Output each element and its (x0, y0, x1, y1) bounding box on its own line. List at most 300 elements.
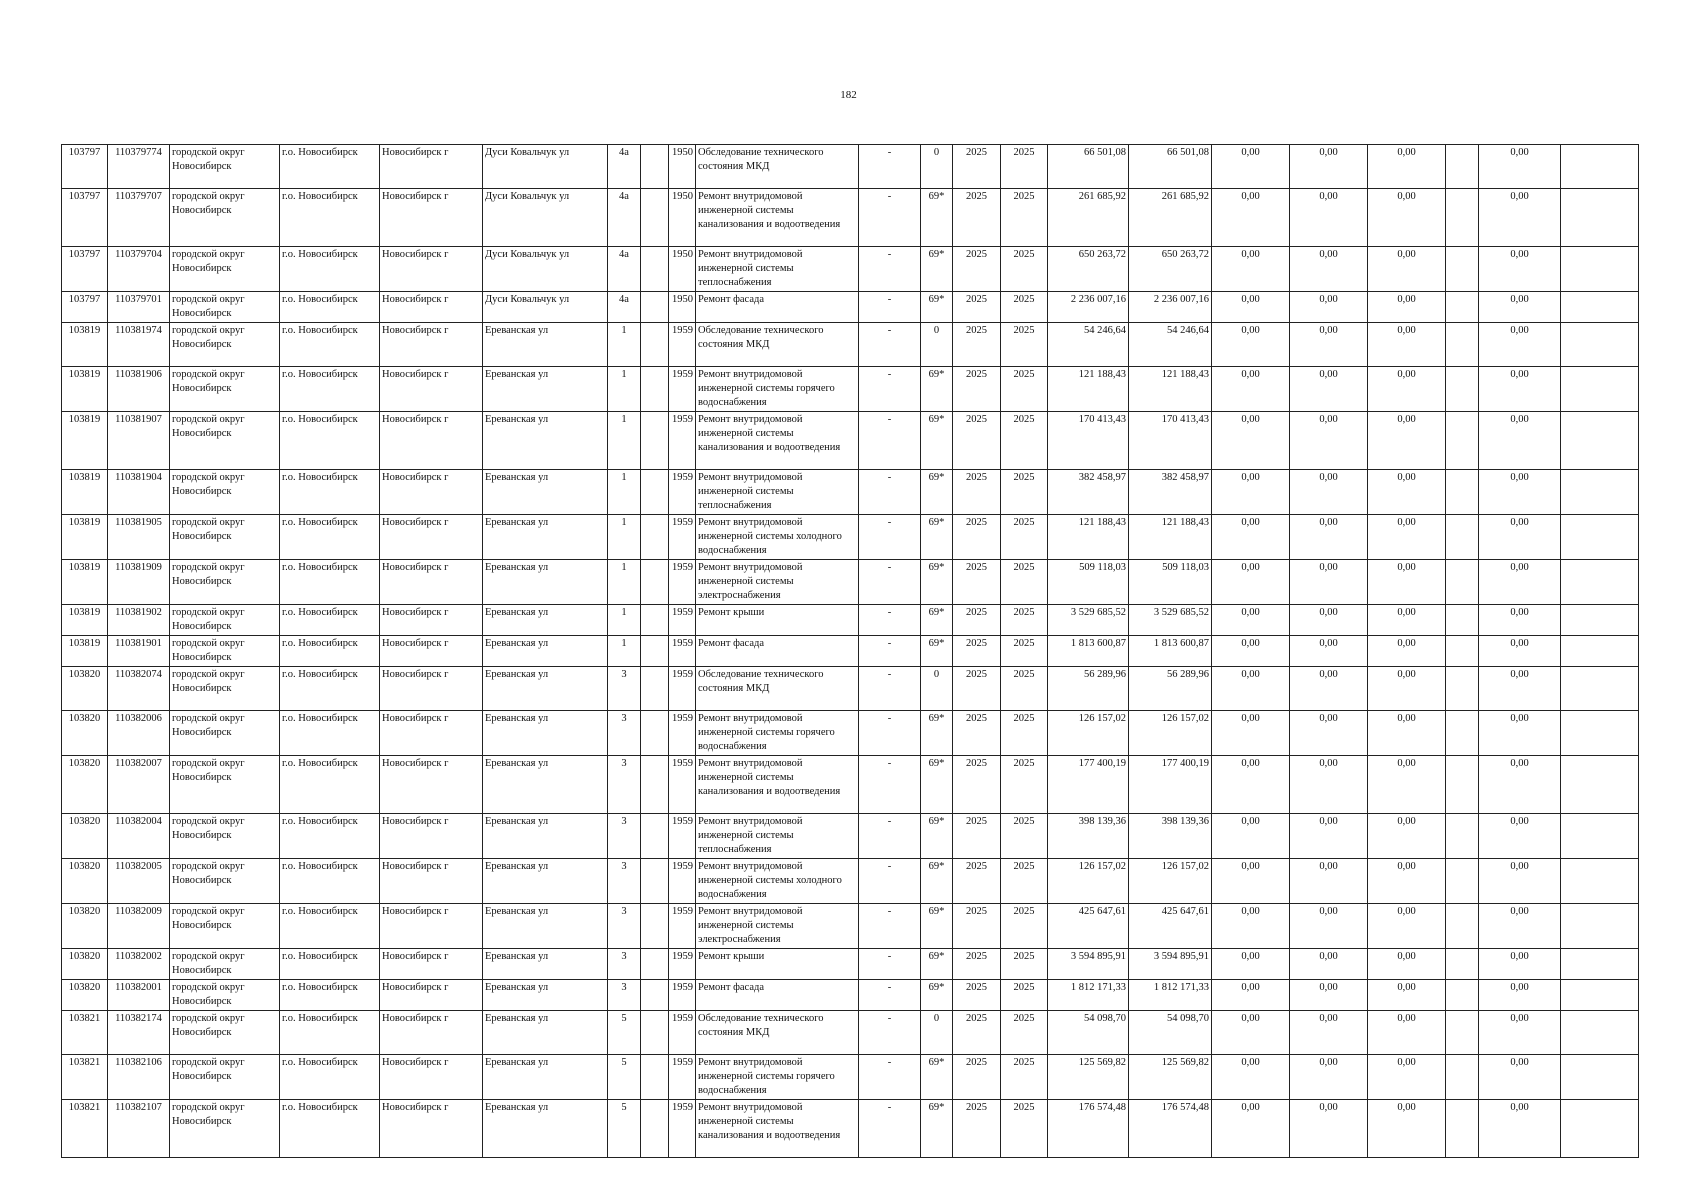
object-id-cell: 103797 (62, 145, 108, 189)
municipality-cell: городской округ Новосибирск (170, 412, 280, 470)
building-cell (641, 1055, 669, 1100)
total-cost-cell: 126 157,02 (1048, 711, 1129, 756)
locality-cell: Новосибирск г (380, 412, 483, 470)
owner-funds-cell: 0,00 (1479, 412, 1561, 470)
local-funds-cell: 0,00 (1368, 367, 1446, 412)
total-cost-cell: 3 529 685,52 (1048, 605, 1129, 636)
regional-funds-cell: 0,00 (1290, 1011, 1368, 1055)
plan-year-end-cell: 2025 (1001, 412, 1048, 470)
fund-cost-cell: 121 188,43 (1129, 515, 1212, 560)
plan-year-end-cell: 2025 (1001, 560, 1048, 605)
work-type-cell: Ремонт внутридомовой инженерной системы канализования и водоотведения (696, 412, 859, 470)
federal-funds-cell: 0,00 (1212, 904, 1290, 949)
plan-year-end-cell: 2025 (1001, 980, 1048, 1011)
fund-cost-cell: 126 157,02 (1129, 859, 1212, 904)
municipality-cell: городской округ Новосибирск (170, 515, 280, 560)
unit-cell: - (859, 560, 921, 605)
house-number-cell: 5 (608, 1055, 641, 1100)
fund-cost-cell: 66 501,08 (1129, 145, 1212, 189)
local-funds-cell: 0,00 (1368, 145, 1446, 189)
extra-cell (1446, 667, 1479, 711)
work-id-cell: 110381902 (108, 605, 170, 636)
house-number-cell: 1 (608, 323, 641, 367)
unit-cell: - (859, 980, 921, 1011)
regional-funds-cell: 0,00 (1290, 515, 1368, 560)
wear-percent-cell: 69* (921, 980, 953, 1011)
table-row (62, 980, 1639, 1011)
street-cell: Ереванская ул (483, 1055, 608, 1100)
wear-percent-cell: 69* (921, 814, 953, 859)
regional-funds-cell: 0,00 (1290, 560, 1368, 605)
street-cell: Ереванская ул (483, 814, 608, 859)
work-type-cell: Обследование технического состояния МКД (696, 145, 859, 189)
unit-cell: - (859, 515, 921, 560)
plan-year-start-cell: 2025 (953, 323, 1001, 367)
work-id-cell: 110379704 (108, 247, 170, 292)
extra-cell (1446, 1011, 1479, 1055)
wear-percent-cell: 69* (921, 292, 953, 323)
federal-funds-cell: 0,00 (1212, 814, 1290, 859)
district-cell: г.о. Новосибирск (280, 323, 380, 367)
regional-funds-cell: 0,00 (1290, 247, 1368, 292)
table-row (62, 636, 1639, 667)
municipality-cell: городской округ Новосибирск (170, 1011, 280, 1055)
work-type-cell: Обследование технического состояния МКД (696, 323, 859, 367)
building-cell (641, 980, 669, 1011)
district-cell: г.о. Новосибирск (280, 636, 380, 667)
regional-funds-cell: 0,00 (1290, 1100, 1368, 1158)
local-funds-cell: 0,00 (1368, 470, 1446, 515)
total-cost-cell: 66 501,08 (1048, 145, 1129, 189)
federal-funds-cell: 0,00 (1212, 949, 1290, 980)
regional-funds-cell: 0,00 (1290, 814, 1368, 859)
fund-cost-cell: 425 647,61 (1129, 904, 1212, 949)
object-id-cell: 103819 (62, 367, 108, 412)
local-funds-cell: 0,00 (1368, 636, 1446, 667)
unit-cell: - (859, 412, 921, 470)
extra-cell (1446, 470, 1479, 515)
wear-percent-cell: 69* (921, 859, 953, 904)
year-built-cell: 1959 (669, 814, 696, 859)
municipality-cell: городской округ Новосибирск (170, 814, 280, 859)
fund-cost-cell: 3 529 685,52 (1129, 605, 1212, 636)
note-cell (1561, 145, 1639, 189)
wear-percent-cell: 0 (921, 145, 953, 189)
owner-funds-cell: 0,00 (1479, 367, 1561, 412)
plan-year-start-cell: 2025 (953, 247, 1001, 292)
local-funds-cell: 0,00 (1368, 292, 1446, 323)
owner-funds-cell: 0,00 (1479, 814, 1561, 859)
extra-cell (1446, 711, 1479, 756)
wear-percent-cell: 69* (921, 189, 953, 247)
plan-year-start-cell: 2025 (953, 560, 1001, 605)
note-cell (1561, 667, 1639, 711)
house-number-cell: 1 (608, 515, 641, 560)
work-id-cell: 110381905 (108, 515, 170, 560)
table-row (62, 859, 1639, 904)
note-cell (1561, 904, 1639, 949)
year-built-cell: 1959 (669, 470, 696, 515)
regional-funds-cell: 0,00 (1290, 667, 1368, 711)
unit-cell: - (859, 904, 921, 949)
work-id-cell: 110382007 (108, 756, 170, 814)
plan-year-start-cell: 2025 (953, 980, 1001, 1011)
building-cell (641, 904, 669, 949)
year-built-cell: 1959 (669, 323, 696, 367)
note-cell (1561, 412, 1639, 470)
street-cell: Ереванская ул (483, 1100, 608, 1158)
local-funds-cell: 0,00 (1368, 323, 1446, 367)
total-cost-cell: 650 263,72 (1048, 247, 1129, 292)
locality-cell: Новосибирск г (380, 756, 483, 814)
extra-cell (1446, 814, 1479, 859)
municipality-cell: городской округ Новосибирск (170, 636, 280, 667)
wear-percent-cell: 69* (921, 636, 953, 667)
table-row (62, 470, 1639, 515)
year-built-cell: 1950 (669, 189, 696, 247)
house-number-cell: 3 (608, 667, 641, 711)
regional-funds-cell: 0,00 (1290, 636, 1368, 667)
building-cell (641, 292, 669, 323)
table-row (62, 292, 1639, 323)
owner-funds-cell: 0,00 (1479, 515, 1561, 560)
plan-year-end-cell: 2025 (1001, 145, 1048, 189)
wear-percent-cell: 69* (921, 560, 953, 605)
extra-cell (1446, 756, 1479, 814)
district-cell: г.о. Новосибирск (280, 367, 380, 412)
local-funds-cell: 0,00 (1368, 711, 1446, 756)
table-body (62, 145, 1639, 1158)
regional-funds-cell: 0,00 (1290, 605, 1368, 636)
district-cell: г.о. Новосибирск (280, 560, 380, 605)
regional-funds-cell: 0,00 (1290, 904, 1368, 949)
work-id-cell: 110379707 (108, 189, 170, 247)
street-cell: Ереванская ул (483, 412, 608, 470)
work-type-cell: Ремонт фасада (696, 292, 859, 323)
fund-cost-cell: 177 400,19 (1129, 756, 1212, 814)
house-number-cell: 3 (608, 859, 641, 904)
district-cell: г.о. Новосибирск (280, 145, 380, 189)
extra-cell (1446, 859, 1479, 904)
total-cost-cell: 261 685,92 (1048, 189, 1129, 247)
house-number-cell: 3 (608, 814, 641, 859)
fund-cost-cell: 398 139,36 (1129, 814, 1212, 859)
object-id-cell: 103819 (62, 515, 108, 560)
note-cell (1561, 1100, 1639, 1158)
object-id-cell: 103820 (62, 949, 108, 980)
plan-year-end-cell: 2025 (1001, 1055, 1048, 1100)
building-cell (641, 189, 669, 247)
unit-cell: - (859, 605, 921, 636)
work-type-cell: Ремонт внутридомовой инженерной системы холодного водоснабжения (696, 859, 859, 904)
object-id-cell: 103820 (62, 980, 108, 1011)
building-cell (641, 1011, 669, 1055)
locality-cell: Новосибирск г (380, 189, 483, 247)
house-number-cell: 5 (608, 1100, 641, 1158)
municipality-cell: городской округ Новосибирск (170, 367, 280, 412)
owner-funds-cell: 0,00 (1479, 292, 1561, 323)
plan-year-start-cell: 2025 (953, 756, 1001, 814)
locality-cell: Новосибирск г (380, 470, 483, 515)
owner-funds-cell: 0,00 (1479, 145, 1561, 189)
district-cell: г.о. Новосибирск (280, 756, 380, 814)
district-cell: г.о. Новосибирск (280, 667, 380, 711)
municipality-cell: городской округ Новосибирск (170, 859, 280, 904)
building-cell (641, 814, 669, 859)
owner-funds-cell: 0,00 (1479, 470, 1561, 515)
work-type-cell: Ремонт внутридомовой инженерной системы теплоснабжения (696, 814, 859, 859)
work-type-cell: Ремонт внутридомовой инженерной системы горячего водоснабжения (696, 367, 859, 412)
street-cell: Ереванская ул (483, 1011, 608, 1055)
work-id-cell: 110381909 (108, 560, 170, 605)
table-row (62, 323, 1639, 367)
house-number-cell: 3 (608, 980, 641, 1011)
work-id-cell: 110381907 (108, 412, 170, 470)
local-funds-cell: 0,00 (1368, 904, 1446, 949)
owner-funds-cell: 0,00 (1479, 859, 1561, 904)
regional-funds-cell: 0,00 (1290, 980, 1368, 1011)
owner-funds-cell: 0,00 (1479, 667, 1561, 711)
unit-cell: - (859, 859, 921, 904)
locality-cell: Новосибирск г (380, 949, 483, 980)
work-id-cell: 110382106 (108, 1055, 170, 1100)
local-funds-cell: 0,00 (1368, 980, 1446, 1011)
locality-cell: Новосибирск г (380, 605, 483, 636)
house-number-cell: 4а (608, 145, 641, 189)
plan-year-end-cell: 2025 (1001, 292, 1048, 323)
wear-percent-cell: 69* (921, 367, 953, 412)
local-funds-cell: 0,00 (1368, 560, 1446, 605)
owner-funds-cell: 0,00 (1479, 1055, 1561, 1100)
wear-percent-cell: 69* (921, 412, 953, 470)
federal-funds-cell: 0,00 (1212, 636, 1290, 667)
year-built-cell: 1959 (669, 605, 696, 636)
note-cell (1561, 367, 1639, 412)
owner-funds-cell: 0,00 (1479, 756, 1561, 814)
federal-funds-cell: 0,00 (1212, 711, 1290, 756)
regional-funds-cell: 0,00 (1290, 859, 1368, 904)
extra-cell (1446, 323, 1479, 367)
plan-year-start-cell: 2025 (953, 859, 1001, 904)
street-cell: Ереванская ул (483, 560, 608, 605)
table-row (62, 756, 1639, 814)
unit-cell: - (859, 711, 921, 756)
object-id-cell: 103797 (62, 247, 108, 292)
total-cost-cell: 56 289,96 (1048, 667, 1129, 711)
plan-year-end-cell: 2025 (1001, 247, 1048, 292)
table-row (62, 949, 1639, 980)
work-id-cell: 110382107 (108, 1100, 170, 1158)
work-type-cell: Ремонт внутридомовой инженерной системы теплоснабжения (696, 247, 859, 292)
street-cell: Ереванская ул (483, 949, 608, 980)
year-built-cell: 1959 (669, 1055, 696, 1100)
federal-funds-cell: 0,00 (1212, 980, 1290, 1011)
federal-funds-cell: 0,00 (1212, 145, 1290, 189)
extra-cell (1446, 515, 1479, 560)
unit-cell: - (859, 367, 921, 412)
extra-cell (1446, 367, 1479, 412)
house-number-cell: 4а (608, 292, 641, 323)
federal-funds-cell: 0,00 (1212, 1055, 1290, 1100)
object-id-cell: 103797 (62, 292, 108, 323)
building-cell (641, 560, 669, 605)
federal-funds-cell: 0,00 (1212, 560, 1290, 605)
plan-year-start-cell: 2025 (953, 814, 1001, 859)
local-funds-cell: 0,00 (1368, 1055, 1446, 1100)
house-number-cell: 3 (608, 711, 641, 756)
table-row (62, 145, 1639, 189)
plan-year-start-cell: 2025 (953, 1011, 1001, 1055)
building-cell (641, 515, 669, 560)
object-id-cell: 103820 (62, 814, 108, 859)
unit-cell: - (859, 145, 921, 189)
work-id-cell: 110381904 (108, 470, 170, 515)
municipality-cell: городской округ Новосибирск (170, 470, 280, 515)
unit-cell: - (859, 1055, 921, 1100)
unit-cell: - (859, 189, 921, 247)
extra-cell (1446, 292, 1479, 323)
fund-cost-cell: 650 263,72 (1129, 247, 1212, 292)
plan-year-end-cell: 2025 (1001, 859, 1048, 904)
district-cell: г.о. Новосибирск (280, 949, 380, 980)
owner-funds-cell: 0,00 (1479, 711, 1561, 756)
municipality-cell: городской округ Новосибирск (170, 605, 280, 636)
locality-cell: Новосибирск г (380, 711, 483, 756)
street-cell: Дуси Ковальчук ул (483, 145, 608, 189)
street-cell: Ереванская ул (483, 367, 608, 412)
street-cell: Ереванская ул (483, 711, 608, 756)
district-cell: г.о. Новосибирск (280, 711, 380, 756)
plan-year-end-cell: 2025 (1001, 1100, 1048, 1158)
work-type-cell: Ремонт внутридомовой инженерной системы канализования и водоотведения (696, 1100, 859, 1158)
table-row (62, 412, 1639, 470)
total-cost-cell: 125 569,82 (1048, 1055, 1129, 1100)
object-id-cell: 103797 (62, 189, 108, 247)
house-number-cell: 1 (608, 470, 641, 515)
municipality-cell: городской округ Новосибирск (170, 904, 280, 949)
extra-cell (1446, 1055, 1479, 1100)
fund-cost-cell: 121 188,43 (1129, 367, 1212, 412)
district-cell: г.о. Новосибирск (280, 247, 380, 292)
note-cell (1561, 515, 1639, 560)
local-funds-cell: 0,00 (1368, 515, 1446, 560)
federal-funds-cell: 0,00 (1212, 292, 1290, 323)
object-id-cell: 103820 (62, 711, 108, 756)
extra-cell (1446, 189, 1479, 247)
unit-cell: - (859, 1100, 921, 1158)
work-type-cell: Обследование технического состояния МКД (696, 1011, 859, 1055)
extra-cell (1446, 949, 1479, 980)
street-cell: Дуси Ковальчук ул (483, 247, 608, 292)
unit-cell: - (859, 292, 921, 323)
district-cell: г.о. Новосибирск (280, 292, 380, 323)
extra-cell (1446, 247, 1479, 292)
work-id-cell: 110382009 (108, 904, 170, 949)
work-id-cell: 110382174 (108, 1011, 170, 1055)
wear-percent-cell: 69* (921, 247, 953, 292)
object-id-cell: 103819 (62, 323, 108, 367)
table-row (62, 189, 1639, 247)
locality-cell: Новосибирск г (380, 367, 483, 412)
fund-cost-cell: 382 458,97 (1129, 470, 1212, 515)
unit-cell: - (859, 949, 921, 980)
district-cell: г.о. Новосибирск (280, 1055, 380, 1100)
federal-funds-cell: 0,00 (1212, 470, 1290, 515)
year-built-cell: 1959 (669, 1100, 696, 1158)
building-cell (641, 756, 669, 814)
wear-percent-cell: 69* (921, 756, 953, 814)
federal-funds-cell: 0,00 (1212, 667, 1290, 711)
building-cell (641, 470, 669, 515)
work-type-cell: Ремонт внутридомовой инженерной системы электроснабжения (696, 560, 859, 605)
regional-funds-cell: 0,00 (1290, 470, 1368, 515)
unit-cell: - (859, 470, 921, 515)
extra-cell (1446, 605, 1479, 636)
work-id-cell: 110381906 (108, 367, 170, 412)
object-id-cell: 103821 (62, 1100, 108, 1158)
street-cell: Ереванская ул (483, 980, 608, 1011)
local-funds-cell: 0,00 (1368, 814, 1446, 859)
fund-cost-cell: 125 569,82 (1129, 1055, 1212, 1100)
local-funds-cell: 0,00 (1368, 667, 1446, 711)
district-cell: г.о. Новосибирск (280, 904, 380, 949)
wear-percent-cell: 69* (921, 1055, 953, 1100)
municipality-cell: городской округ Новосибирск (170, 292, 280, 323)
wear-percent-cell: 69* (921, 1100, 953, 1158)
unit-cell: - (859, 636, 921, 667)
year-built-cell: 1959 (669, 980, 696, 1011)
regional-funds-cell: 0,00 (1290, 412, 1368, 470)
building-cell (641, 412, 669, 470)
street-cell: Ереванская ул (483, 323, 608, 367)
street-cell: Ереванская ул (483, 756, 608, 814)
municipality-cell: городской округ Новосибирск (170, 247, 280, 292)
municipality-cell: городской округ Новосибирск (170, 1100, 280, 1158)
owner-funds-cell: 0,00 (1479, 980, 1561, 1011)
federal-funds-cell: 0,00 (1212, 247, 1290, 292)
local-funds-cell: 0,00 (1368, 1011, 1446, 1055)
object-id-cell: 103819 (62, 412, 108, 470)
table-row (62, 605, 1639, 636)
locality-cell: Новосибирск г (380, 904, 483, 949)
plan-year-start-cell: 2025 (953, 949, 1001, 980)
district-cell: г.о. Новосибирск (280, 1011, 380, 1055)
wear-percent-cell: 0 (921, 1011, 953, 1055)
extra-cell (1446, 412, 1479, 470)
object-id-cell: 103819 (62, 636, 108, 667)
owner-funds-cell: 0,00 (1479, 636, 1561, 667)
regional-funds-cell: 0,00 (1290, 323, 1368, 367)
house-number-cell: 4а (608, 189, 641, 247)
locality-cell: Новосибирск г (380, 1100, 483, 1158)
plan-year-end-cell: 2025 (1001, 814, 1048, 859)
note-cell (1561, 814, 1639, 859)
building-cell (641, 949, 669, 980)
house-number-cell: 3 (608, 756, 641, 814)
fund-cost-cell: 261 685,92 (1129, 189, 1212, 247)
total-cost-cell: 121 188,43 (1048, 515, 1129, 560)
municipality-cell: городской округ Новосибирск (170, 711, 280, 756)
object-id-cell: 103821 (62, 1055, 108, 1100)
district-cell: г.о. Новосибирск (280, 470, 380, 515)
federal-funds-cell: 0,00 (1212, 756, 1290, 814)
building-cell (641, 711, 669, 756)
district-cell: г.о. Новосибирск (280, 980, 380, 1011)
plan-year-start-cell: 2025 (953, 189, 1001, 247)
street-cell: Ереванская ул (483, 515, 608, 560)
building-cell (641, 859, 669, 904)
year-built-cell: 1950 (669, 145, 696, 189)
